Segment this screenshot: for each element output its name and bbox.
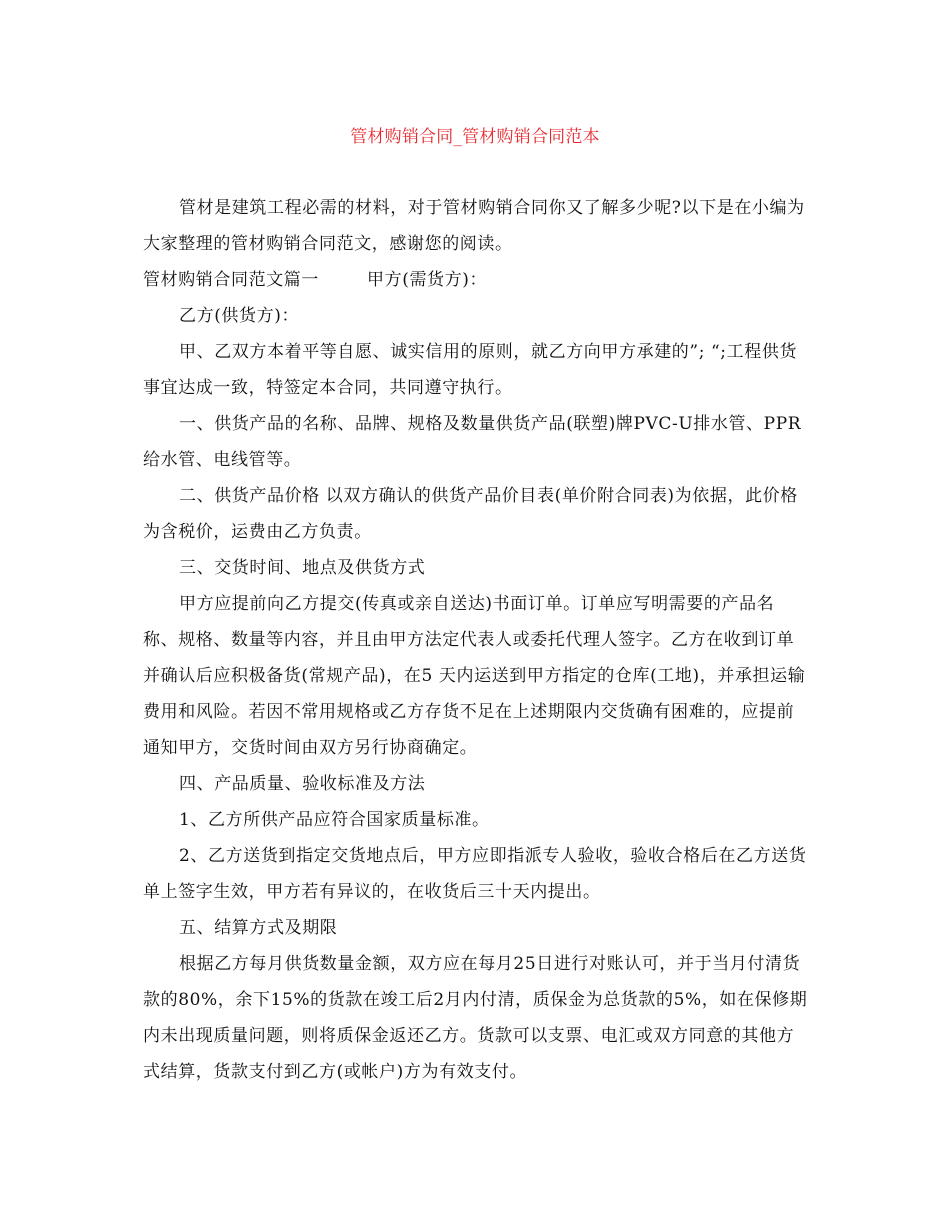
clause-1-products: 一、供货产品的名称、品牌、规格及数量供货产品(联塑)牌PVC-U排水管、PPR给水管、电线管等。: [143, 414, 802, 470]
clause-3-body: 甲方应提前向乙方提交(传真或亲自送达)书面订单。订单应写明需要的产品名称、规格、数量等内容，并且由甲方法定代表人或委托代理人签字。乙方在收到订单并确认后应积极备货(常规产品)，在5 天内运送到甲方指定的仓库(工地)，并承担运输费用和风险。若因不常用规格或乙方存货不足在上述期限内交货确有困难的，应提前通知甲方，交货时间由双方另行协商确定。: [143, 594, 806, 758]
section-heading-party-a: 管材购销合同范文篇一 甲方(需货方)：: [143, 270, 488, 290]
document-body: [143, 190, 808, 1090]
agreement-paragraph: 甲、乙双方本着平等自愿、诚实信用的原则，就乙方向甲方承建的”; “;工程供货事宜达成一致，特签定本合同，共同遵守执行。: [143, 342, 798, 398]
clause-4-heading: 四、产品质量、验收标准及方法: [179, 774, 426, 794]
clause-5-body: 根据乙方每月供货数量金额，双方应在每月25日进行对账认可，并于当月付清货款的80%，余下15%的货款在竣工后2月内付清，质保金为总货款的5%，如在保修期内未出现质量问题，则将质保金返还乙方。货款可以支票、电汇或双方同意的其他方式结算，货款支付到乙方(或帐户)方为有效支付。: [143, 954, 808, 1082]
clause-3-heading: 三、交货时间、地点及供货方式: [179, 558, 426, 578]
clause-2-price: 二、供货产品价格 以双方确认的供货产品价目表(单价附合同表)为依据，此价格为含税价，运费由乙方负责。: [143, 486, 798, 542]
clause-4-item-2: 2、乙方送货到指定交货地点后，甲方应即指派专人验收，验收合格后在乙方送货单上签字生效，甲方若有异议的，在收货后三十天内提出。: [143, 846, 807, 902]
clause-4-item-1: 1、乙方所供产品应符合国家质量标准。: [179, 810, 490, 830]
document-title: 管材购销合同_管材购销合同范本: [350, 127, 600, 147]
intro-paragraph: 管材是建筑工程必需的材料，对于管材购销合同你又了解多少呢?以下是在小编为大家整理的管材购销合同范文，感谢您的阅读。: [143, 198, 805, 254]
clause-5-heading: 五、结算方式及期限: [179, 918, 338, 938]
party-b-line: 乙方(供货方)：: [179, 306, 300, 326]
